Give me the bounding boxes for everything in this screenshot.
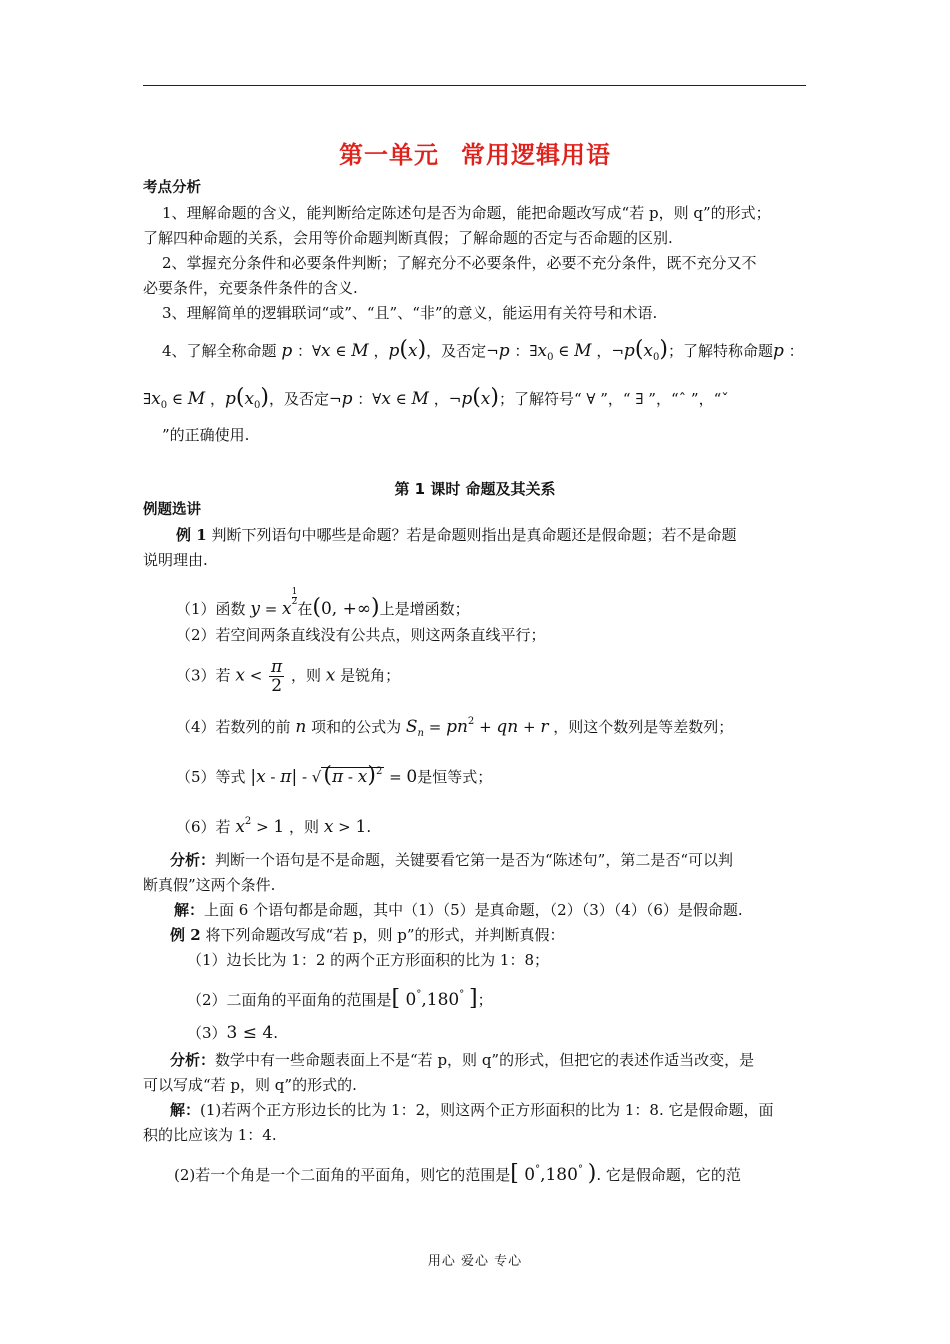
ex1-item1: （1）函数 y = x $\frac{1}{2}$在(0, +∞)上是增函数；	[176, 587, 470, 620]
ex1-line2: 说明理由.	[143, 551, 208, 569]
item3: 3、理解简单的逻辑联词“或”、“且”、“非”的意义，能运用有关符号和术语.	[162, 304, 658, 322]
ex1-item3: （3）若 x < $\frac{\pi}{2}$ ，则 x 是锐角；	[176, 657, 401, 696]
ex2-solution-line3: (2)若一个角是一个二面角的平面角，则它的范围是[ 0°,180° ). 它是假命题，它的范	[174, 1161, 741, 1186]
header-rule	[143, 85, 806, 86]
ex2-line: 例 2 将下列命题改写成“若 p，则 p”的形式，并判断真假：	[170, 926, 565, 944]
title-topic: 常用逻辑用语	[461, 141, 611, 169]
item2-line1: 2、掌握充分条件和必要条件判断；了解充分不必要条件，必要不充分条件，既不充分又不	[162, 254, 757, 272]
ex2-item2: （2）二面角的平面角的范围是[ 0°,180° ]；	[187, 986, 493, 1011]
ex2-analysis-line1: 分析：数学中有一些命题表面上不是“若 p，则 q”的形式，但把它的表述作适当改变，是	[170, 1051, 755, 1069]
ex1-item2: （2）若空间两条直线没有公共点，则这两条直线平行；	[176, 626, 546, 644]
ex1-line1: 例 1 判断下列语句中哪些是命题？若是命题则指出是真命题还是假命题；若不是命题	[176, 526, 737, 544]
examples-heading: 例题选讲	[143, 502, 201, 518]
ex2-item1: （1）边长比为 1：2 的两个正方形面积的比为 1：8；	[187, 951, 550, 969]
ex2-solution-line2: 积的比应该为 1：4.	[143, 1126, 277, 1144]
ex1-analysis-line2: 断真假”这两个条件.	[143, 876, 276, 894]
ex2-analysis-line2: 可以写成“若 p，则 q”的形式的.	[143, 1076, 357, 1094]
item4-line1: 4、了解全称命题 p ：∀x ∈ M ，p(x)，及否定¬p ：$\exists x_0$ ∈ M ，$\neg p(x_0)$；了解特称命题p ：	[162, 337, 804, 363]
ex2-item3: （3）3 ≤ 4.	[187, 1023, 279, 1043]
ex1-item5: （5）等式 |x - π| - √(π - x)$^2$ = 0是恒等式；	[176, 763, 493, 788]
title-unit: 第一单元	[339, 141, 439, 169]
ex1-item4: （4）若数列的前 n 项和的公式为 $S_n = pn^2$ + qn + r ，则这个数列是等差数列；	[176, 716, 734, 739]
item1-line2: 了解四种命题的关系，会用等价命题判断真假；了解命题的否定与否命题的区别.	[143, 229, 673, 247]
ex1-item6: （6）若 $x^2 > 1$ ，则 x > 1.	[176, 816, 372, 837]
page-footer: 用心 爱心 专心	[427, 1254, 523, 1269]
item2-line2: 必要条件，充要条件条件的含义.	[143, 279, 358, 297]
item4-line2: $\exists x_0$ ∈ M ，$p(x_0)$，及否定¬p ：∀x ∈ M ，¬p(x)；了解符号“ ∀ ”，“ ∃ ”，“ˆ ”，“ˇ	[143, 385, 729, 411]
lesson-title: 第 1 课时 命题及其关系	[394, 480, 556, 498]
page-title	[0, 135, 950, 170]
ex2-solution-line1: 解：(1)若两个正方形边长的比为 1：2，则这两个正方形面积的比为 1：8. 它是假命题，面	[170, 1101, 774, 1119]
item1-line1: 1、理解命题的含义，能判断给定陈述句是否为命题，能把命题改写成“若 p，则 q”的形式；	[162, 204, 771, 222]
item4-line3: ”的正确使用.	[162, 426, 250, 444]
section-heading: 考点分析	[143, 180, 201, 196]
ex1-analysis-line1: 分析：判断一个语句是不是命题，关键要看它第一是否为“陈述句”，第二是否“可以判	[170, 851, 734, 869]
ex1-solution: 解：上面 6 个语句都是命题，其中（1）（5）是真命题，（2）（3）（4）（6）是假命题.	[174, 901, 743, 919]
